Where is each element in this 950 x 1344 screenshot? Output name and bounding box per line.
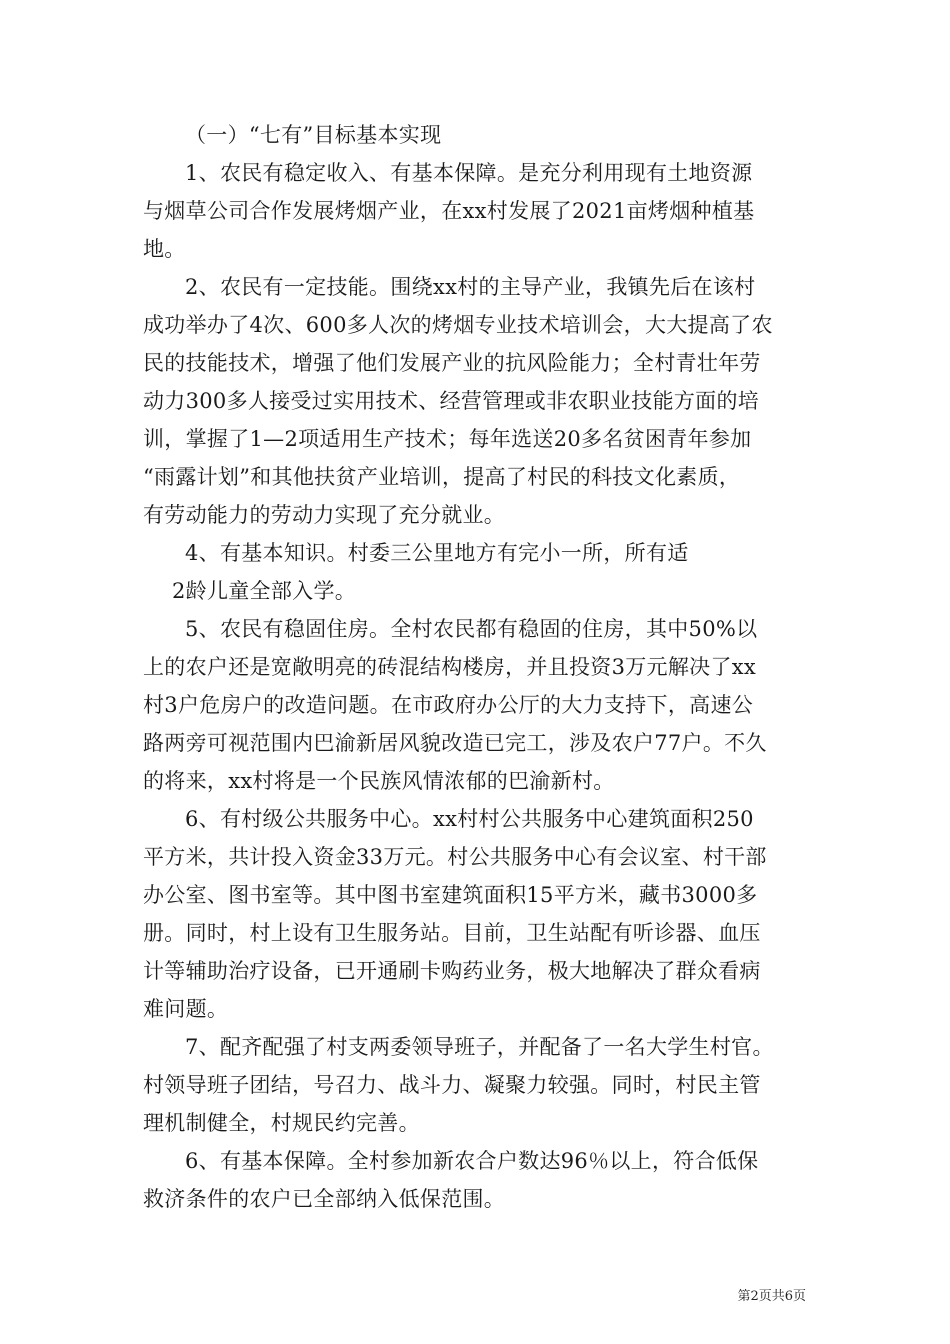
paragraph-line: 训，掌握了1—2项适用生产技术；每年选送20多名贫困青年参加 bbox=[143, 427, 752, 451]
paragraph-line: 上的农户还是宽敞明亮的砖混结构楼房，并且投资3万元解决了xx bbox=[143, 655, 757, 679]
paragraph-line: 地。 bbox=[143, 237, 186, 261]
paragraph-line: 理机制健全，村规民约完善。 bbox=[143, 1111, 420, 1135]
paragraph-line: 有劳动能力的劳动力实现了充分就业。 bbox=[143, 503, 506, 527]
paragraph-line: 动力300多人接受过实用技术、经营管理或非农职业技能方面的培 bbox=[143, 389, 760, 413]
paragraph-line: “雨露计划”和其他扶贫产业培训，提高了村民的科技文化素质， bbox=[143, 465, 741, 489]
section-heading: （一）“七有”目标基本实现 bbox=[185, 123, 442, 147]
paragraph-line: 成功举办了4次、600多人次的烤烟专业技术培训会，大大提高了农 bbox=[143, 313, 773, 337]
paragraph-line: 村3户危房户的改造问题。在市政府办公厅的大力支持下，高速公 bbox=[143, 693, 754, 717]
paragraph-line: 平方米，共计投入资金33万元。村公共服务中心有会议室、村干部 bbox=[143, 845, 767, 869]
paragraph-line: 难问题。 bbox=[143, 997, 229, 1021]
paragraph-line: 6、有村级公共服务中心。xx村村公共服务中心建筑面积250 bbox=[185, 807, 754, 831]
paragraph-line: 的将来，xx村将是一个民族风情浓郁的巴渝新村。 bbox=[143, 769, 615, 793]
paragraph-line: 路两旁可视范围内巴渝新居风貌改造已完工，涉及农户77户。不久 bbox=[143, 731, 767, 755]
paragraph-line: 民的技能技术，增强了他们发展产业的抗风险能力；全村青壮年劳 bbox=[143, 351, 761, 375]
paragraph-line: 救济条件的农户已全部纳入低保范围。 bbox=[143, 1187, 506, 1211]
paragraph-line: 6、有基本保障。全村参加新农合户数达96％以上，符合低保 bbox=[185, 1149, 759, 1173]
paragraph-line: 计等辅助治疗设备，已开通刷卡购药业务，极大地解决了群众看病 bbox=[143, 959, 761, 983]
paragraph-line: 2龄儿童全部入学。 bbox=[172, 579, 357, 603]
paragraph-line: 4、有基本知识。村委三公里地方有完小一所，所有适 bbox=[185, 541, 689, 565]
paragraph-line: 册。同时，村上设有卫生服务站。目前，卫生站配有听诊器、血压 bbox=[143, 921, 761, 945]
paragraph-line: 2、农民有一定技能。围绕xx村的主导产业，我镇先后在该村 bbox=[185, 275, 756, 299]
paragraph-line: 与烟草公司合作发展烤烟产业，在xx村发展了2021亩烤烟种植基 bbox=[143, 199, 755, 223]
paragraph-line: 1、农民有稳定收入、有基本保障。是充分利用现有土地资源 bbox=[185, 161, 753, 185]
paragraph-line: 办公室、图书室等。其中图书室建筑面积15平方米，藏书3000多 bbox=[143, 883, 758, 907]
paragraph-line: 5、农民有稳固住房。全村农民都有稳固的住房，其中50%以 bbox=[185, 617, 758, 641]
paragraph-line: 7、配齐配强了村支两委领导班子，并配备了一名大学生村官。 bbox=[185, 1035, 774, 1059]
paragraph-line: 村领导班子团结，号召力、战斗力、凝聚力较强。同时，村民主管 bbox=[143, 1073, 761, 1097]
page-number: 第2页共6页 bbox=[737, 1289, 806, 1304]
